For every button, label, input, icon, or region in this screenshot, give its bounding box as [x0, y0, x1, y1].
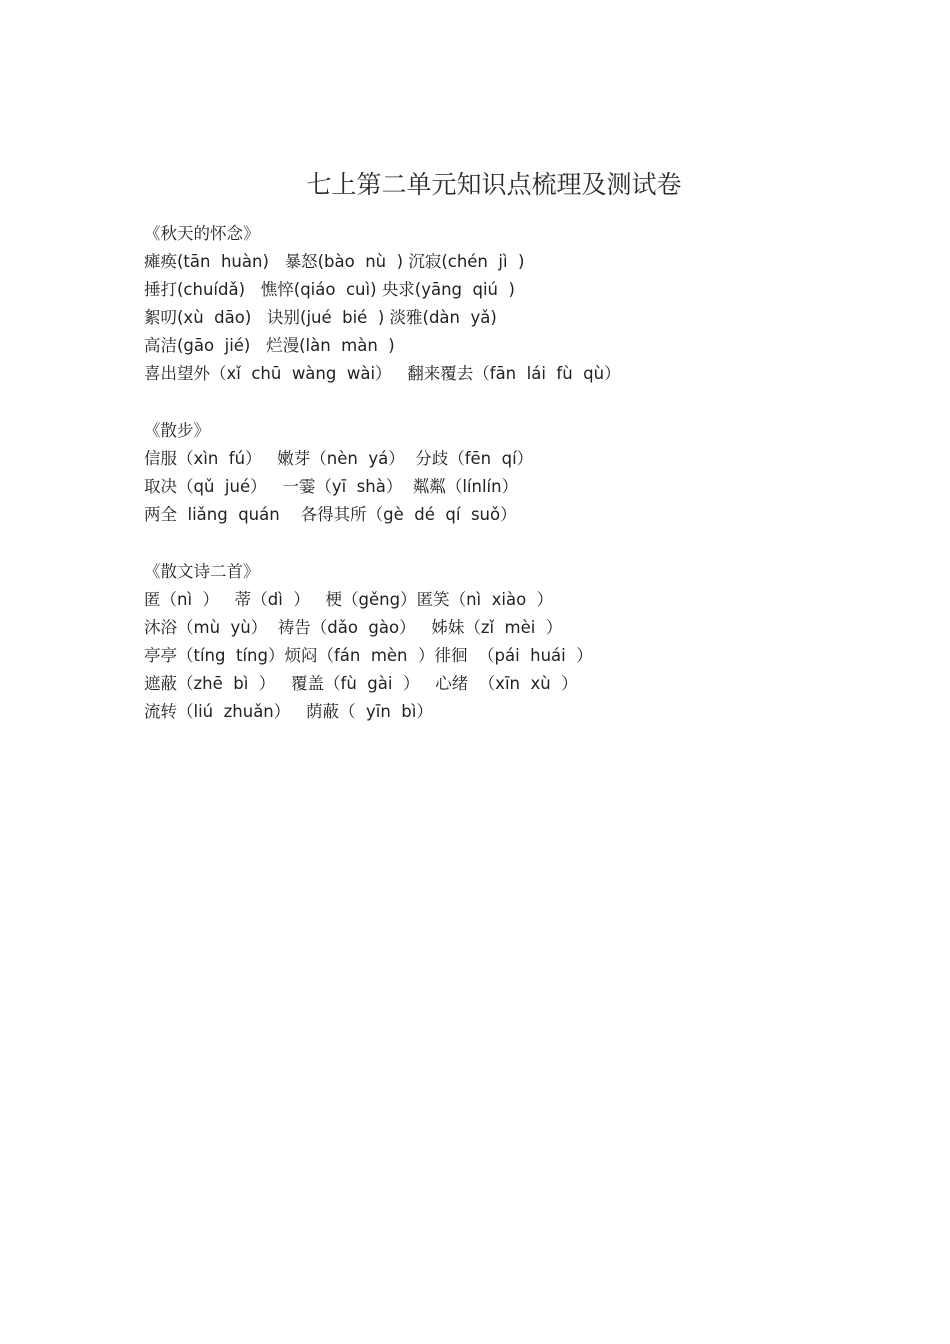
section-qiutian [144, 220, 904, 388]
section-sanwenshi [144, 558, 904, 726]
vocab-line: 喜出望外（xǐ chū wàng wài） 翻来覆去（fān lái fù qù） [144, 364, 621, 383]
vocab-line: 匿（nì ） 蒂（dì ） 梗（gěng）匿笑（nì xiào ） [144, 590, 554, 609]
vocab-line: 沐浴（mù yù） 祷告（dǎo gào） 姊妹（zǐ mèi ） [144, 618, 563, 637]
vocab-line: 高洁(gāo jié) 烂漫(làn màn ) [144, 336, 395, 355]
vocab-line: 取决（qǔ jué） 一霎（yī shà） 粼粼（línlín） [144, 477, 519, 496]
vocab-line: 两全 liǎng quán 各得其所（gè dé qí suǒ） [144, 505, 517, 524]
vocab-line: 亭亭（tíng tíng）烦闷（fán mèn ）徘徊 （pái huái ） [144, 646, 593, 665]
section-sanbu [144, 417, 904, 529]
page-title: 七上第二单元知识点梳理及测试卷 [306, 170, 682, 199]
section-heading: 《散文诗二首》 [144, 562, 260, 581]
section-heading: 《秋天的怀念》 [144, 224, 260, 243]
vocab-line: 信服（xìn fú） 嫩芽（nèn yá） 分歧（fēn qí） [144, 449, 534, 468]
vocab-line: 瘫痪(tān huàn) 暴怒(bào nù ) 沉寂(chén jì ) [144, 252, 525, 271]
section-heading: 《散步》 [144, 421, 210, 440]
vocab-line: 遮蔽（zhē bì ） 覆盖（fù gài ） 心绪 （xīn xù ） [144, 674, 578, 693]
document-body [144, 220, 904, 755]
vocab-line: 捶打(chuídǎ) 憔悴(qiáo cuì) 央求(yāng qiú ) [144, 280, 515, 299]
vocab-line: 流转（liú zhuǎn） 荫蔽（ yīn bì） [144, 702, 433, 721]
vocab-line: 絮叨(xù dāo) 诀别(jué bié ) 淡雅(dàn yǎ) [144, 308, 497, 327]
